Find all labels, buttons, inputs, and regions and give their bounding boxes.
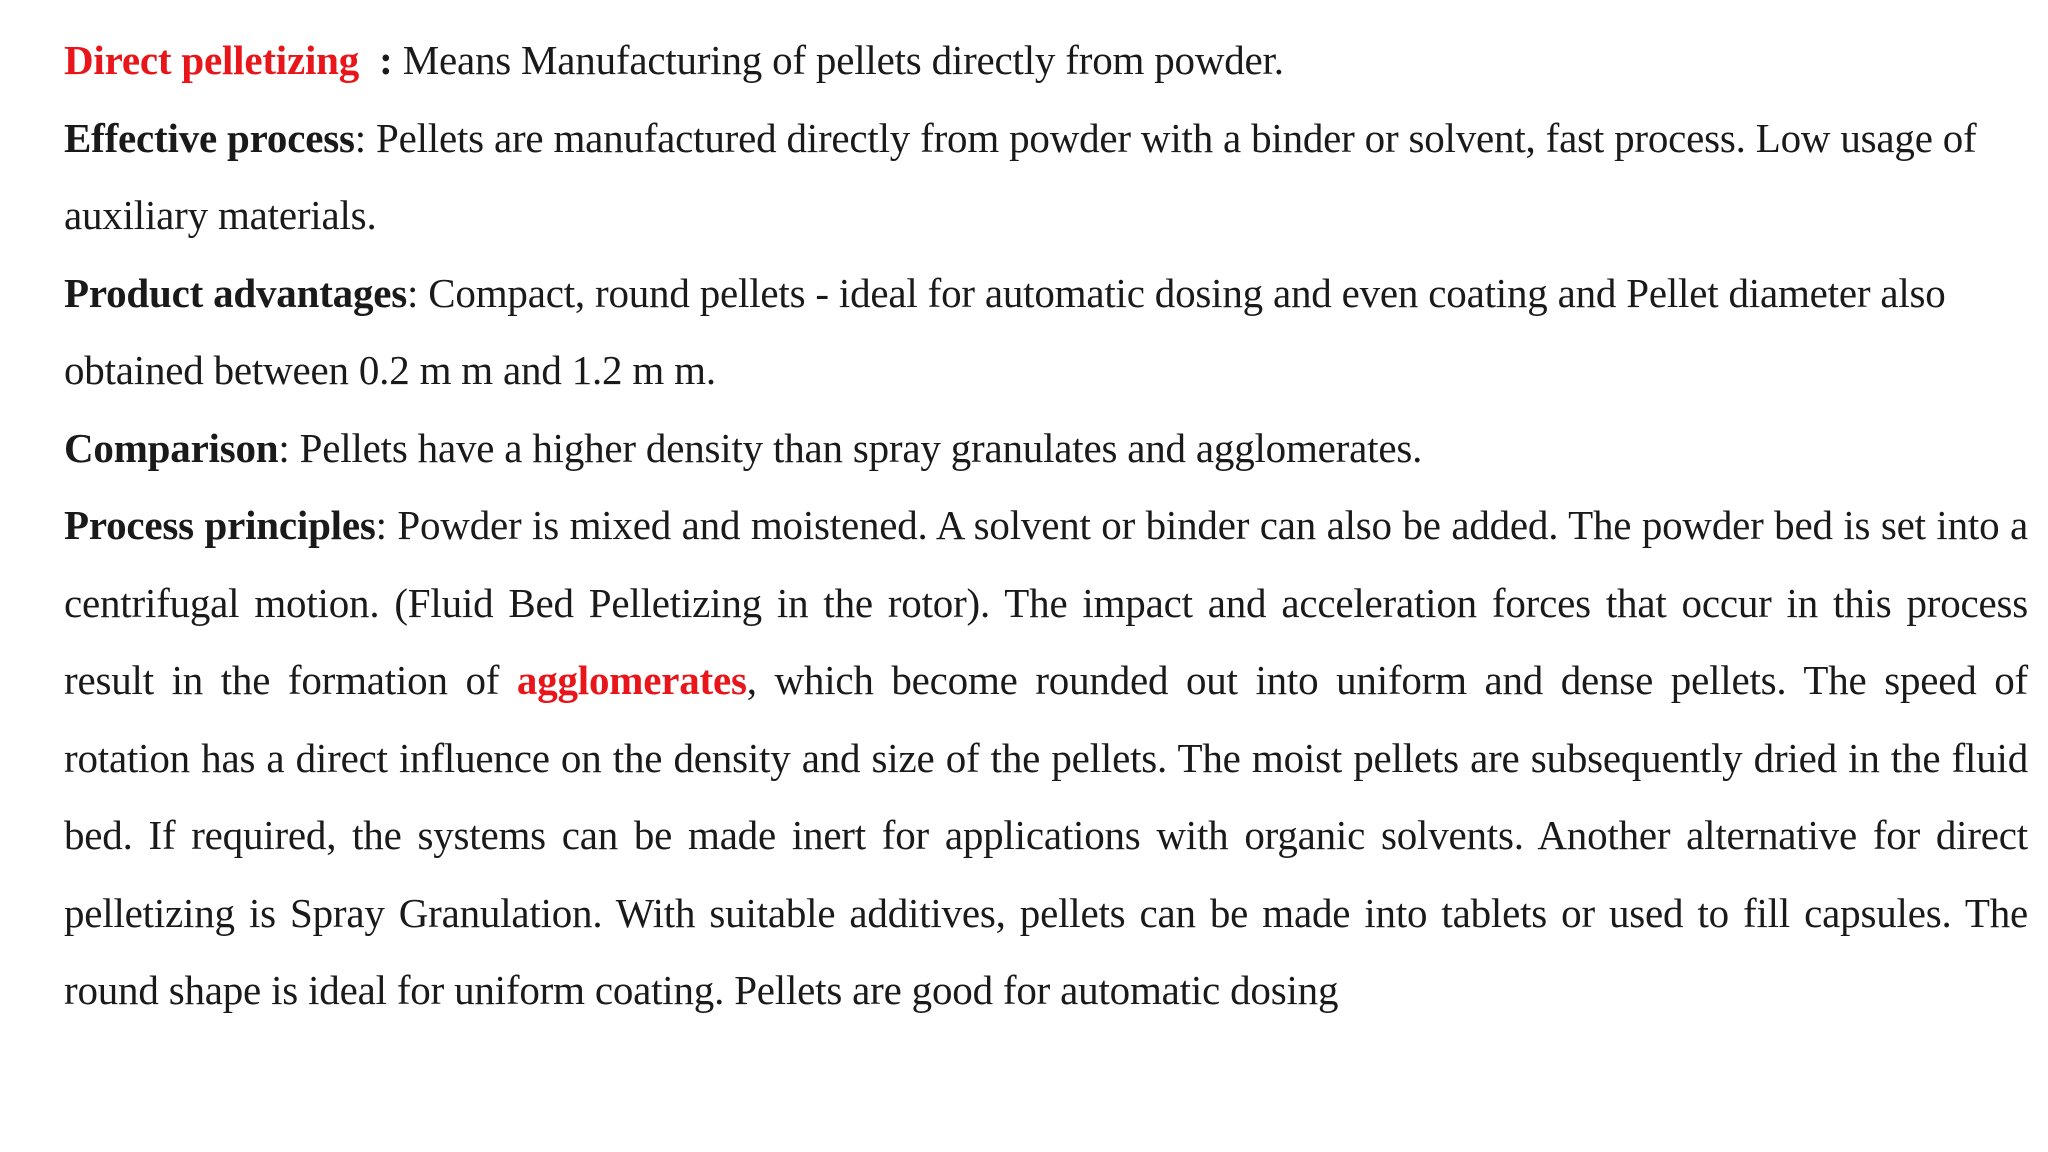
paragraph-effective-process bbox=[64, 100, 2028, 255]
term-product-advantages: Product advantages bbox=[64, 269, 408, 316]
term-direct-pelletizing: Direct pelletizing bbox=[64, 37, 360, 83]
paragraph-direct-pelletizing bbox=[64, 22, 2028, 100]
document-body bbox=[64, 22, 2028, 1030]
definition-comparison: Pellets have a higher density than spray granulates and agglomerates. bbox=[299, 424, 1423, 471]
separator: : bbox=[375, 502, 398, 548]
definition-direct-pelletizing: Means Manufacturing of pellets directly from powder. bbox=[402, 37, 1284, 83]
highlight-agglomerates: agglomerates bbox=[516, 657, 747, 703]
separator: : bbox=[359, 37, 403, 83]
paragraph-product-advantages bbox=[64, 255, 2028, 410]
term-comparison: Comparison bbox=[64, 424, 279, 471]
principles-text-before: Powder is mixed and moistened. A solvent or binder can also be added. The powder bed is set into a centrifugal motion. (Fluid Bed Pelletizing in the rotor). The impact and acceleration forces that occur in this process result in the formation of bbox=[64, 502, 2028, 703]
paragraph-process-principles bbox=[64, 487, 2028, 1030]
separator: : bbox=[278, 424, 300, 471]
principles-text-after: , which become rounded out into uniform and dense pellets. The speed of rotation has a direct influence on the density and size of the pellets. The moist pellets are subsequently dried in the fluid bed. If required, the systems can be made inert for applications with organic solvents. Another alternative for direct pelletizing is Spray Granulation. With suitable additives, pellets can be made into tablets or used to fill capsules. The round shape is ideal for uniform coating. Pellets are good for automatic dosing bbox=[64, 657, 2028, 1013]
definition-effective-process: Pellets are manufactured directly from powder with a binder or solvent, fast process. Low usage of auxiliary materials. bbox=[64, 114, 1977, 238]
definition-product-advantages: Compact, round pellets - ideal for automatic dosing and even coating and Pellet diameter also obtained between 0.2 m m and 1.2 m m. bbox=[64, 269, 1946, 393]
separator: : bbox=[407, 269, 429, 316]
term-process-principles: Process principles bbox=[64, 502, 376, 548]
separator: : bbox=[354, 114, 376, 161]
paragraph-comparison bbox=[64, 410, 2028, 488]
term-effective-process: Effective process bbox=[64, 114, 355, 161]
